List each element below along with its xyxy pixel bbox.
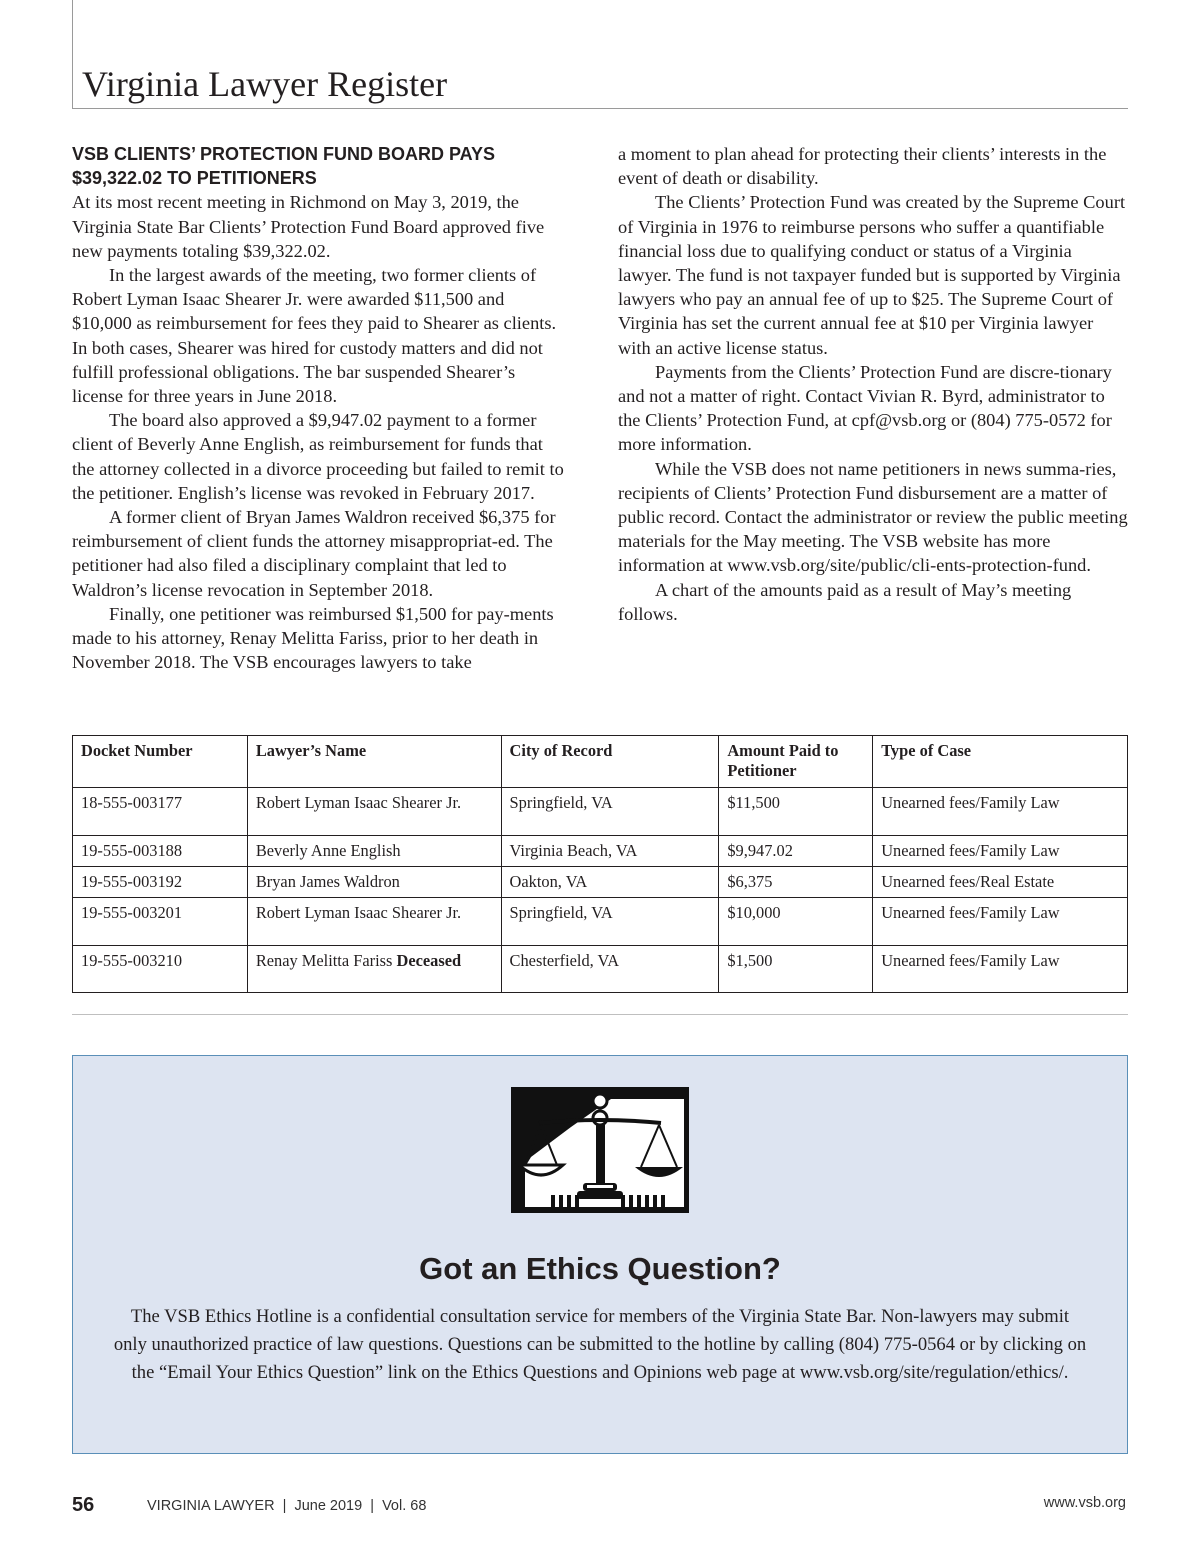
ethics-body: The VSB Ethics Hotline is a confidential consultation service for members of the Virginia State Bar. Non-lawyers may submit only unauthorized practice of law questions. Questions can be submitted to the hotline by calling (804) 775-0564 or by clicking on the “Email Your Ethics Question” link on the Ethics Questions and Opinions web page at www.vsb.org/site/regulation/ethics/. — [113, 1306, 1087, 1383]
column-header-amount: Amount Paid to Petitioner — [719, 736, 873, 788]
cell-docket: 18-555-003177 — [73, 788, 248, 836]
lawyer-name: Renay Melitta Fariss — [255, 951, 393, 970]
headline-line-2: $39,322.02 TO PETITIONERS — [72, 168, 317, 189]
cell-lawyer: Robert Lyman Isaac Shearer Jr. — [247, 788, 501, 836]
table-header-row — [73, 736, 1128, 788]
section-divider — [72, 1014, 1128, 1015]
column-header-type: Type of Case — [873, 736, 1128, 788]
page-number: 56 — [72, 1494, 95, 1516]
cell-amount: $6,375 — [719, 867, 873, 898]
table-row — [73, 898, 1128, 946]
footer-url: www.vsb.org — [1043, 1495, 1126, 1511]
article-paragraph: At its most recent meeting in Richmond on May 3, 2019, the Virginia State Bar Clients’ Protection Fund Board approved five new payments totaling $39,322.02. — [72, 192, 545, 261]
cell-lawyer: Robert Lyman Isaac Shearer Jr. — [247, 898, 501, 946]
cell-type: Unearned fees/Family Law — [873, 898, 1128, 946]
header-horizontal-rule — [72, 108, 1128, 109]
cell-docket: 19-555-003210 — [73, 946, 248, 993]
article-paragraph: While the VSB does not name petitioners in news summa-ries, recipients of Clients’ Protection Fund disbursement are a matter of public record. Contact the administrator or review the public meeting materials for the May meeting. The VSB website has more information at www.vsb.org/site/public/cli-ents-protection-fund. — [618, 458, 1128, 576]
cell-amount: $10,000 — [719, 898, 873, 946]
article-left-column — [72, 142, 566, 674]
article-paragraph: Payments from the Clients’ Protection Fund are discre-tionary and not a matter of right. Contact Vivian R. Byrd, administrator to the Clients’ Protection Fund, at cpf@vsb.org or (804) 775-0572 for more information. — [618, 361, 1112, 455]
cell-amount: $1,500 — [719, 946, 873, 993]
table-row — [73, 836, 1128, 867]
column-header-lawyer: Lawyer’s Name — [247, 736, 501, 788]
article-paragraph: In the largest awards of the meeting, two former clients of Robert Lyman Isaac Shearer Jr. were awarded $11,500 and $10,000 as reimbursement for fees they paid to Shearer as clients. In both cases, Shearer was hired for custody matters and did not fulfill professional obligations. The bar suspended Shearer’s license for three years in June 2018. — [72, 265, 557, 407]
magazine-info: VIRGINIA LAWYER | June 2019 | Vol. 68 — [147, 1498, 427, 1514]
scales-of-justice-icon — [511, 1087, 689, 1213]
ethics-hotline-box — [72, 1055, 1128, 1454]
cell-type: Unearned fees/Family Law — [873, 788, 1128, 836]
article-paragraph: A former client of Bryan James Waldron received $6,375 for reimbursement of client funds the attorney misappropriat-ed. The petitioner had also filed a disciplinary complaint that led to Waldron’s license revocation in September 2018. — [72, 507, 556, 600]
cell-type: Unearned fees/Real Estate — [873, 867, 1128, 898]
cell-type: Unearned fees/Family Law — [873, 946, 1128, 993]
cell-type: Unearned fees/Family Law — [873, 836, 1128, 867]
column-header-city: City of Record — [501, 736, 719, 788]
table-row — [73, 946, 1128, 993]
article-paragraph: Finally, one petitioner was reimbursed $1,500 for pay-ments made to his attorney, Renay Melitta Fariss, prior to her death in November 2018. The VSB encourages lawyers to take — [72, 603, 554, 673]
article-paragraph: The board also approved a $9,947.02 payment to a former client of Beverly Anne English, as reimbursement for funds that the attorney collected in a divorce proceeding but failed to remit to the petitioner. English’s license was revoked in February 2017. — [72, 410, 564, 503]
article-right-column — [618, 142, 1130, 626]
cell-city: Virginia Beach, VA — [501, 836, 719, 867]
article-headline — [72, 142, 566, 190]
cell-lawyer: Beverly Anne English — [247, 836, 501, 867]
payments-table — [72, 735, 1128, 993]
cell-city: Springfield, VA — [501, 898, 719, 946]
ethics-title: Got an Ethics Question? — [419, 1251, 781, 1286]
cell-city: Chesterfield, VA — [501, 946, 719, 993]
headline-line-1: VSB CLIENTS’ PROTECTION FUND BOARD PAYS — [72, 144, 496, 164]
column-header-docket: Docket Number — [73, 736, 248, 788]
article-paragraph: The Clients’ Protection Fund was created by the Supreme Court of Virginia in 1976 to reimburse persons who suffer a quantifiable financial loss due to qualifying conduct or status of a Virginia lawyer. The fund is not taxpayer funded but is supported by Virginia lawyers who pay an annual fee of up to $25. The Supreme Court of Virginia has set the current annual fee at $10 per Virginia lawyer with an active license status. — [618, 192, 1126, 358]
table-row — [73, 788, 1128, 836]
cell-docket: 19-555-003188 — [73, 836, 248, 867]
cell-docket: 19-555-003192 — [73, 867, 248, 898]
cell-lawyer: Bryan James Waldron — [247, 867, 501, 898]
article-paragraph: A chart of the amounts paid as a result of May’s meeting follows. — [618, 579, 1072, 624]
cell-amount: $9,947.02 — [719, 836, 873, 867]
cell-lawyer — [247, 946, 501, 993]
header-vertical-rule — [72, 0, 73, 108]
cell-city: Oakton, VA — [501, 867, 719, 898]
article-paragraph: a moment to plan ahead for protecting their clients’ interests in the event of death or disability. — [618, 144, 1107, 189]
table-row — [73, 867, 1128, 898]
cell-amount: $11,500 — [719, 788, 873, 836]
cell-docket: 19-555-003201 — [73, 898, 248, 946]
section-title: Virginia Lawyer Register — [82, 64, 448, 104]
deceased-note: Deceased — [396, 951, 462, 970]
cell-city: Springfield, VA — [501, 788, 719, 836]
